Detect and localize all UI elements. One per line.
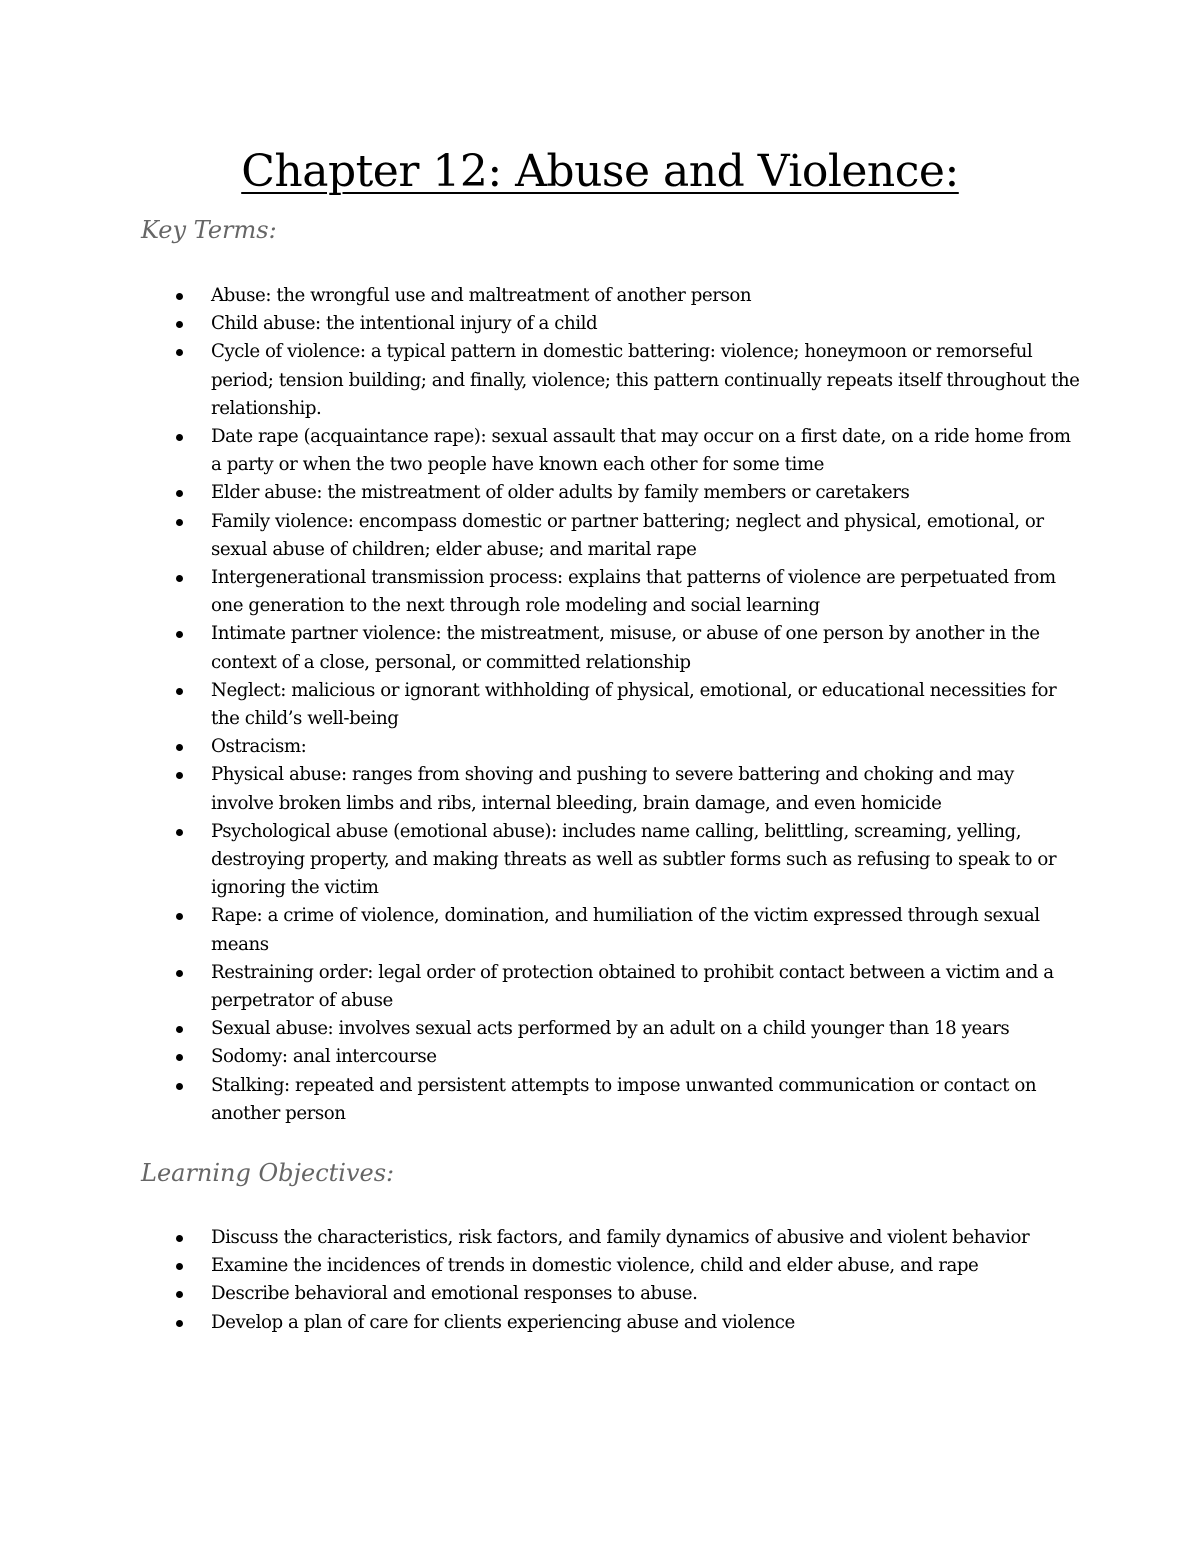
- list-item-text: Neglect: malicious or ignorant withholding of physical, emotional, or educational necessities for the child’s well-being: [211, 679, 1057, 730]
- list-item-text: Family violence: encompass domestic or partner battering; neglect and physical, emotional, or sexual abuse of children; elder abuse; and marital rape: [211, 510, 1044, 560]
- list-item: [0, 479, 1200, 507]
- list-item: [0, 310, 1200, 338]
- list-item-text: Abuse: the wrongful use and maltreatment of another person: [211, 285, 752, 306]
- list-item-text: Examine the incidences of trends in domestic violence, child and elder abuse, and rape: [211, 1255, 979, 1277]
- bullet-icon: [176, 1054, 183, 1061]
- bullet-icon: [176, 349, 183, 356]
- list-item: [0, 1280, 1200, 1308]
- bullet-icon: [176, 1320, 183, 1327]
- list-item: [0, 761, 1200, 817]
- list-item: [0, 1309, 1200, 1337]
- bullet-icon: [176, 1235, 183, 1242]
- page-title-text: Chapter 12: Abuse and Violence:: [241, 146, 959, 197]
- list-item-text: Cycle of violence: a typical pattern in domestic battering: violence; honeymoon or remorseful period; tension building; and finally, violence; this pattern continually repeats itself throughout the relationship.: [211, 341, 1080, 419]
- list-item-text: Sexual abuse: involves sexual acts performed by an adult on a child younger than 18 years: [211, 1018, 1010, 1040]
- bullet-icon: [176, 1263, 183, 1270]
- bullet-icon: [176, 434, 183, 441]
- list-item: [0, 902, 1200, 958]
- list-item-text: Sodomy: anal intercourse: [211, 1046, 437, 1068]
- list-item: [0, 677, 1200, 733]
- list-item: [0, 1015, 1200, 1043]
- bullet-icon: [176, 575, 183, 582]
- bullet-icon: [176, 321, 183, 328]
- list-item-text: Elder abuse: the mistreatment of older adults by family members or caretakers: [211, 482, 910, 504]
- bullet-icon: [176, 772, 183, 779]
- list-item-text: Discuss the characteristics, risk factors, and family dynamics of abusive and violent behavior: [211, 1227, 1030, 1248]
- bullet-icon: [176, 490, 183, 497]
- list-item-text: Intimate partner violence: the mistreatment, misuse, or abuse of one person by another in the context of a close, personal, or committed relationship: [211, 623, 1040, 673]
- bullet-icon: [176, 688, 183, 695]
- bullet-icon: [176, 744, 183, 751]
- bullet-icon: [176, 1083, 183, 1090]
- list-item-text: Restraining order: legal order of protection obtained to prohibit contact between a victim and a perpetrator of abuse: [211, 961, 1054, 1012]
- list-item-text: Ostracism:: [211, 736, 307, 758]
- list-item: [0, 620, 1200, 676]
- key-terms-list: [0, 282, 1200, 1128]
- list-item: [0, 282, 1200, 310]
- bullet-icon: [176, 829, 183, 836]
- page-title: [0, 137, 1200, 207]
- learning-objectives-heading: Learning Objectives:: [141, 1159, 395, 1187]
- list-item-text: Stalking: repeated and persistent attempts to impose unwanted communication or contact on another person: [211, 1074, 1037, 1124]
- learning-objectives-list: [0, 1224, 1200, 1337]
- bullet-icon: [176, 519, 183, 526]
- list-item: [0, 1252, 1200, 1280]
- list-item-text: Intergenerational transmission process: explains that patterns of violence are perpetuated from one generation to the next through role modeling and social learning: [211, 567, 1056, 617]
- list-item-text: Physical abuse: ranges from shoving and pushing to severe battering and choking and may involve broken limbs and ribs, internal bleeding, brain damage, and even homicide: [211, 764, 1014, 814]
- list-item-text: Psychological abuse (emotional abuse): includes name calling, belittling, screaming, yelling, destroying property, and making threats as well as subtler forms such as refusing to speak to or ignoring the victim: [211, 820, 1057, 899]
- list-item-text: Date rape (acquaintance rape): sexual assault that may occur on a first date, on a ride home from a party or when the two people have known each other for some time: [211, 426, 1071, 476]
- bullet-icon: [176, 1291, 183, 1298]
- list-item: [0, 1043, 1200, 1071]
- list-item-text: Describe behavioral and emotional responses to abuse.: [211, 1283, 698, 1305]
- list-item: [0, 564, 1200, 620]
- list-item: [0, 733, 1200, 761]
- list-item-text: Child abuse: the intentional injury of a child: [211, 313, 598, 335]
- list-item-text: Develop a plan of care for clients experiencing abuse and violence: [211, 1311, 795, 1333]
- key-terms-heading: Key Terms:: [141, 216, 277, 244]
- bullet-icon: [176, 913, 183, 920]
- bullet-icon: [176, 293, 183, 300]
- bullet-icon: [176, 1026, 183, 1033]
- list-item: [0, 959, 1200, 1015]
- list-item: [0, 338, 1200, 423]
- list-item: [0, 508, 1200, 564]
- list-item: [0, 423, 1200, 479]
- bullet-icon: [176, 970, 183, 977]
- list-item: [0, 1072, 1200, 1128]
- list-item: [0, 818, 1200, 903]
- list-item-text: Rape: a crime of violence, domination, and humiliation of the victim expressed through sexual means: [211, 905, 1040, 955]
- bullet-icon: [176, 631, 183, 638]
- list-item: [0, 1224, 1200, 1252]
